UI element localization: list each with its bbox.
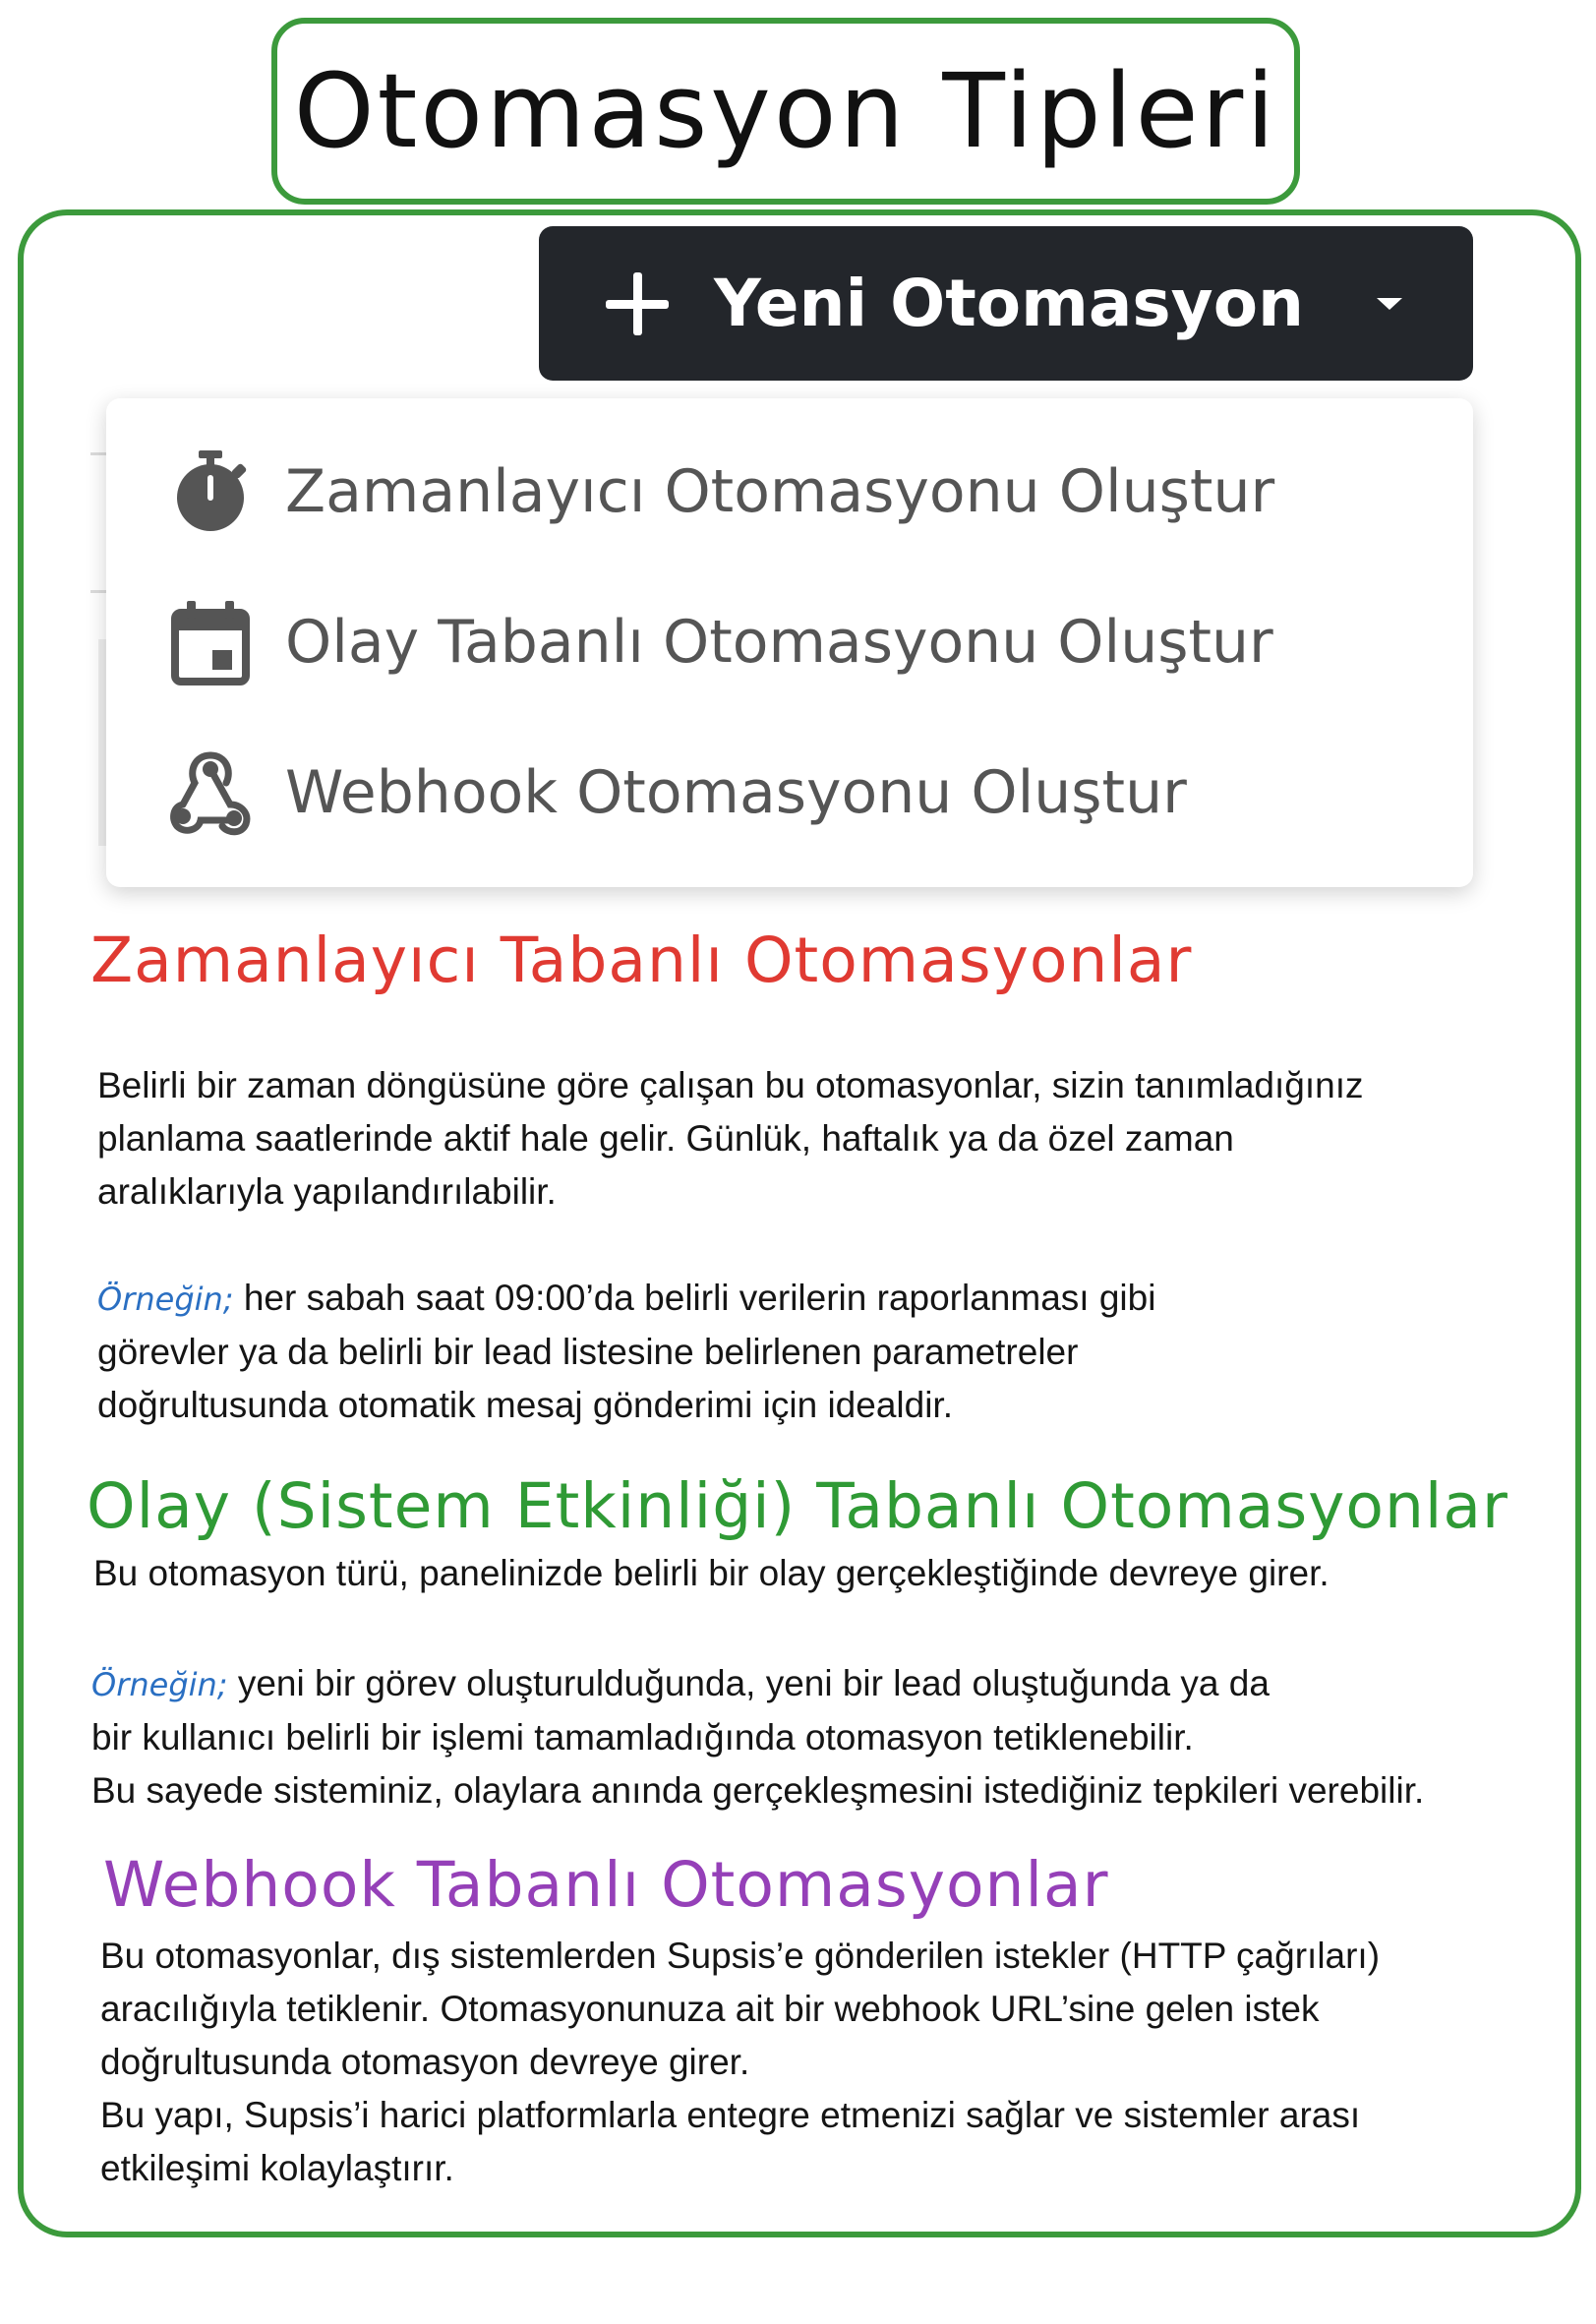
example-label: Örneğin; <box>91 1666 228 1703</box>
text-line: planlama saatlerinde aktif hale gelir. Günlük, haftalık ya da özel zaman <box>97 1118 1234 1159</box>
new-automation-button[interactable] <box>539 226 1473 381</box>
automation-type-menu <box>106 398 1473 887</box>
text-line: Bu otomasyon türü, panelinizde belirli bir olay gerçekleştiğinde devreye girer. <box>93 1553 1330 1593</box>
timer-section-heading: Zamanlayıcı Tabanlı Otomasyonlar <box>90 924 1193 996</box>
text-line: görevler ya da belirli bir lead listesine belirlenen parametreler <box>97 1332 1079 1372</box>
menu-item-label: Olay Tabanlı Otomasyonu Oluştur <box>285 608 1273 677</box>
background-divider <box>90 452 106 455</box>
background-divider <box>90 590 106 593</box>
page-title: Otomasyon Tipleri <box>293 51 1278 171</box>
background-panel-edge <box>98 639 106 846</box>
text-line: doğrultusunda otomatik mesaj gönderimi için idealdir. <box>97 1385 953 1425</box>
plus-icon <box>606 272 669 335</box>
text-line: Belirli bir zaman döngüsüne göre çalışan bu otomasyonlar, sizin tanımladığınız <box>97 1065 1364 1105</box>
text-line: Bu sayede sisteminiz, olaylara anında gerçekleşmesini istediğiniz tepkileri verebilir. <box>91 1770 1425 1811</box>
menu-item-webhook-automation[interactable] <box>165 739 1187 847</box>
text-line: her sabah saat 09:00’da belirli verilerin raporlanması gibi <box>243 1278 1156 1318</box>
text-line: Bu yapı, Supsis’i harici platformlarla entegre etmenizi sağlar ve sistemler arası <box>100 2095 1361 2135</box>
text-line: yeni bir görev oluşturulduğunda, yeni bir lead oluştuğunda ya da <box>237 1663 1270 1703</box>
new-automation-label: Yeni Otomasyon <box>714 266 1305 341</box>
menu-item-timer-automation[interactable] <box>165 438 1274 546</box>
menu-item-label: Zamanlayıcı Otomasyonu Oluştur <box>285 457 1275 526</box>
text-line: etkileşimi kolaylaştırır. <box>100 2148 454 2188</box>
event-section-heading: Olay (Sistem Etkinliği) Tabanlı Otomasyonlar <box>87 1470 1508 1542</box>
timer-example <box>97 1272 1155 1432</box>
webhook-icon <box>165 747 256 838</box>
event-description <box>93 1547 1330 1600</box>
text-line: Bu otomasyonlar, dış sistemlerden Supsis’e gönderilen istekler (HTTP çağrıları) <box>100 1936 1381 1976</box>
text-line: aralıklarıyla yapılandırılabilir. <box>97 1171 557 1212</box>
text-line: aracılığıyla tetiklenir. Otomasyonunuza ait bir webhook URL’sine gelen istek <box>100 1989 1320 2029</box>
text-line: doğrultusunda otomasyon devreye girer. <box>100 2042 750 2082</box>
text-line: bir kullanıcı belirli bir işlemi tamamladığında otomasyon tetiklenebilir. <box>91 1717 1194 1758</box>
menu-item-event-automation[interactable] <box>165 588 1273 696</box>
menu-item-label: Webhook Otomasyonu Oluştur <box>285 758 1187 827</box>
event-example <box>91 1657 1424 1817</box>
webhook-description <box>100 1930 1380 2195</box>
timer-description <box>97 1059 1363 1219</box>
title-frame <box>271 18 1300 205</box>
example-label: Örneğin; <box>97 1281 234 1318</box>
webhook-section-heading: Webhook Tabanlı Otomasyonlar <box>103 1849 1109 1921</box>
timer-icon <box>165 447 256 537</box>
caret-down-icon <box>1377 298 1402 310</box>
calendar-icon <box>165 597 256 687</box>
